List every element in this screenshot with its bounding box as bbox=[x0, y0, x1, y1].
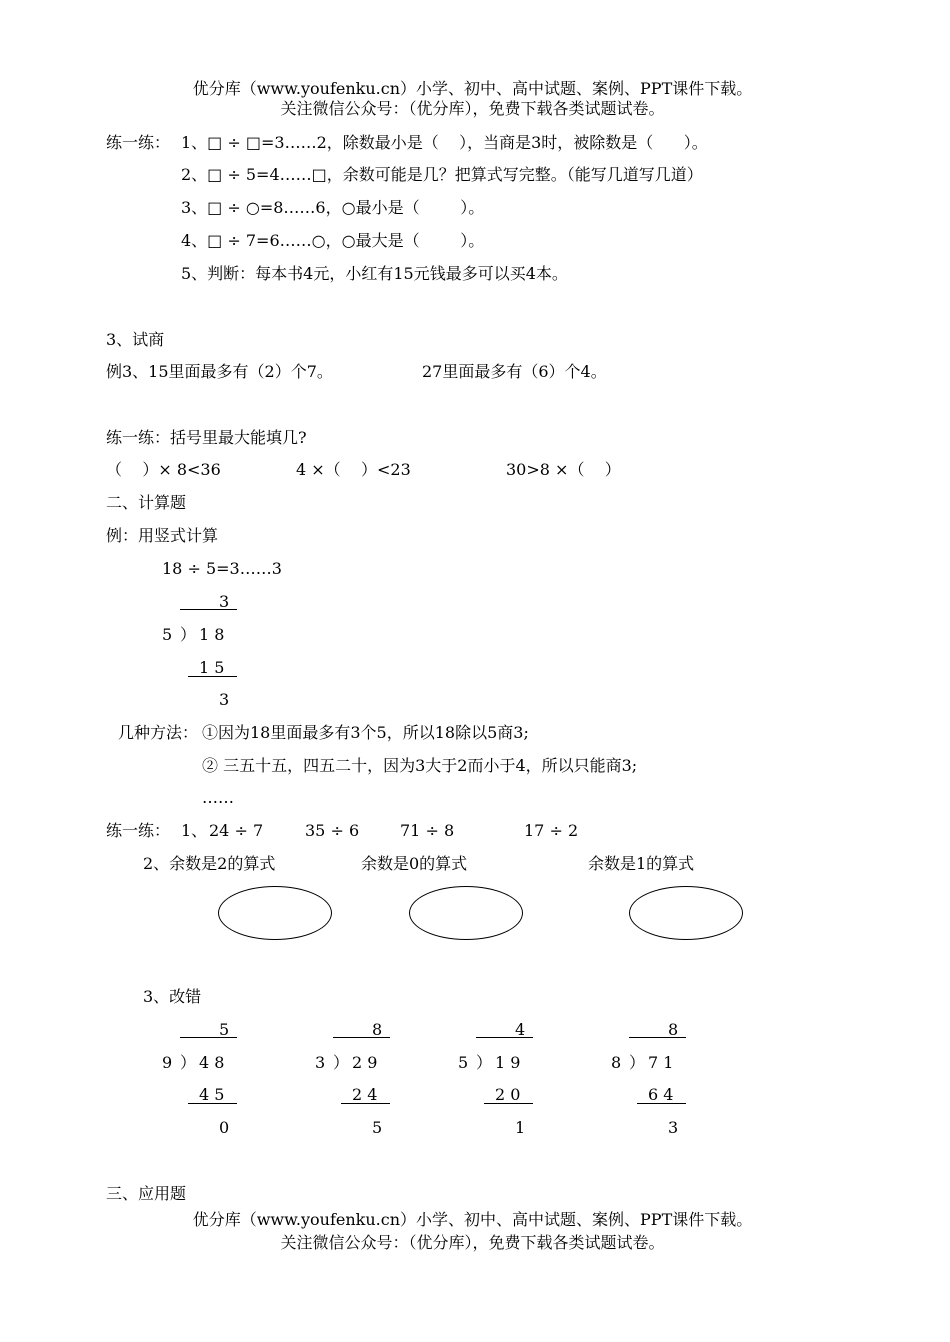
correction-1-quotient: 5 bbox=[219, 1020, 230, 1039]
part2-equation: 18 ÷ 5=3……3 bbox=[162, 559, 282, 578]
practice3-q1-item-3: 71 ÷ 8 bbox=[400, 821, 455, 840]
correction-3-product-line bbox=[484, 1103, 533, 1104]
practice1-label: 练一练： bbox=[106, 133, 171, 152]
correction-3-bracket: ） bbox=[476, 1053, 493, 1072]
example-dividend: 1 8 bbox=[199, 625, 225, 644]
correction-4-remainder: 3 bbox=[668, 1118, 679, 1137]
section3-example-a: 例3、15里面最多有（2）个7。 bbox=[106, 362, 333, 381]
part2-title: 二、计算题 bbox=[106, 493, 187, 512]
practice1-q2: 2、□ ÷ 5=4……□，余数可能是几？把算式写完整。（能写几道写几道） bbox=[181, 165, 703, 184]
practice3-q2-label-2: 余数是0的算式 bbox=[361, 854, 468, 873]
correction-4-quotient: 8 bbox=[668, 1020, 679, 1039]
answer-oval-remainder-2 bbox=[218, 886, 332, 940]
practice1-q4: 4、□ ÷ 7=6……○，○最大是（ ）。 bbox=[181, 231, 485, 250]
header-line-2: 关注微信公众号：（优分库），免费下载各类试题试卷。 bbox=[280, 99, 665, 118]
example-bracket: ） bbox=[180, 625, 197, 644]
correction-1-bracket: ） bbox=[180, 1053, 197, 1072]
correction-2-quotient-line bbox=[333, 1037, 390, 1038]
correction-4-product-line bbox=[637, 1103, 686, 1104]
correction-2-divisor: 3 bbox=[315, 1053, 326, 1072]
correction-title: 3、改错 bbox=[143, 987, 202, 1006]
practice1-q3: 3、□ ÷ ○=8……6，○最小是（ ）。 bbox=[181, 198, 485, 217]
correction-3-quotient-line bbox=[476, 1037, 533, 1038]
correction-3-quotient: 4 bbox=[515, 1020, 526, 1039]
correction-1-remainder: 0 bbox=[219, 1118, 230, 1137]
methods-ellipsis: …… bbox=[202, 788, 234, 807]
correction-2-product: 2 4 bbox=[352, 1085, 378, 1104]
practice1-q1: 1、□ ÷ □=3……2，除数最小是（ ），当商是3时，被除数是（ ）。 bbox=[181, 133, 708, 152]
practice3-label: 练一练： bbox=[106, 821, 171, 840]
example-remainder: 3 bbox=[219, 690, 230, 709]
correction-2-product-line bbox=[341, 1103, 390, 1104]
answer-oval-remainder-1 bbox=[629, 886, 743, 940]
header-line-1: 优分库（www.youfenku.cn）小学、初中、高中试题、案例、PPT课件下载。 bbox=[192, 79, 753, 98]
practice3-q2-label-1: 2、余数是2的算式 bbox=[143, 854, 276, 873]
correction-4-divisor: 8 bbox=[611, 1053, 622, 1072]
practice3-q1-item-1: 24 ÷ 7 bbox=[209, 821, 264, 840]
methods-label: 几种方法： bbox=[118, 723, 199, 742]
correction-1-product-line bbox=[188, 1103, 237, 1104]
correction-4-dividend: 7 1 bbox=[648, 1053, 674, 1072]
correction-3-product: 2 0 bbox=[495, 1085, 521, 1104]
correction-1-dividend: 4 8 bbox=[199, 1053, 225, 1072]
method-2: ② 三五十五，四五二十，因为3大于2而小于4，所以只能商3; bbox=[202, 756, 638, 775]
example-quotient-line bbox=[180, 609, 237, 610]
correction-2-bracket: ） bbox=[333, 1053, 350, 1072]
practice2-title: 练一练：括号里最大能填几? bbox=[106, 428, 307, 447]
correction-2-remainder: 5 bbox=[372, 1118, 383, 1137]
practice3-q1-prefix: 1、 bbox=[181, 821, 208, 840]
practice2-item-2: 4 ×（ ）<23 bbox=[296, 460, 411, 479]
example-quotient: 3 bbox=[219, 592, 230, 611]
practice3-q1-item-4: 17 ÷ 2 bbox=[524, 821, 579, 840]
part3-title: 三、应用题 bbox=[106, 1184, 187, 1203]
practice3-q1-item-2: 35 ÷ 6 bbox=[305, 821, 360, 840]
correction-1-divisor: 9 bbox=[162, 1053, 173, 1072]
correction-4-product: 6 4 bbox=[648, 1085, 674, 1104]
correction-2-dividend: 2 9 bbox=[352, 1053, 378, 1072]
correction-3-divisor: 5 bbox=[458, 1053, 469, 1072]
method-1: ①因为18里面最多有3个5，所以18除以5商3; bbox=[202, 723, 529, 742]
section3-example-b: 27里面最多有（6）个4。 bbox=[422, 362, 607, 381]
answer-oval-remainder-0 bbox=[409, 886, 523, 940]
practice3-q2-label-3: 余数是1的算式 bbox=[588, 854, 695, 873]
correction-1-quotient-line bbox=[180, 1037, 237, 1038]
correction-4-quotient-line bbox=[629, 1037, 686, 1038]
practice1-q5: 5、判断：每本书4元，小红有15元钱最多可以买4本。 bbox=[181, 264, 568, 283]
practice2-item-3: 30>8 ×（ ） bbox=[506, 460, 621, 479]
correction-3-dividend: 1 9 bbox=[495, 1053, 521, 1072]
footer-line-1: 优分库（www.youfenku.cn）小学、初中、高中试题、案例、PPT课件下载。 bbox=[192, 1210, 753, 1229]
section3-title: 3、试商 bbox=[106, 330, 165, 349]
footer-line-2: 关注微信公众号：（优分库），免费下载各类试题试卷。 bbox=[280, 1233, 665, 1252]
example-product: 1 5 bbox=[199, 658, 225, 677]
example-product-line bbox=[188, 676, 237, 677]
practice2-item-1: （ ）× 8<36 bbox=[106, 460, 221, 479]
correction-3-remainder: 1 bbox=[515, 1118, 526, 1137]
correction-4-bracket: ） bbox=[629, 1053, 646, 1072]
correction-1-product: 4 5 bbox=[199, 1085, 225, 1104]
example-divisor: 5 bbox=[162, 625, 173, 644]
correction-2-quotient: 8 bbox=[372, 1020, 383, 1039]
part2-example-label: 例：用竖式计算 bbox=[106, 526, 219, 545]
